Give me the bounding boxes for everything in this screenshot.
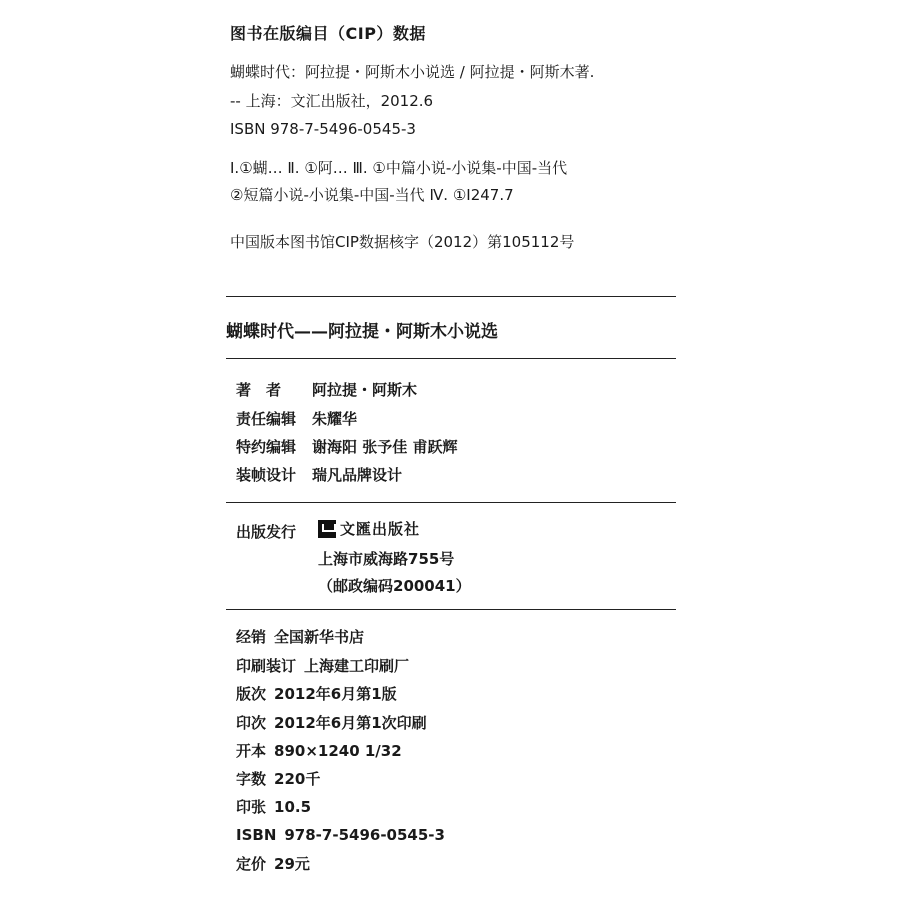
spec-row-format [236, 742, 402, 760]
cip-line-record-number: 中国版本图书馆CIP数据核字（2012）第105112号 [230, 233, 575, 251]
spec-row-distributor [236, 628, 364, 646]
spec-value: 全国新华书店 [274, 628, 365, 646]
spec-label: 开本 [236, 742, 267, 760]
cip-heading: 图书在版编目（CIP）数据 [230, 24, 426, 43]
spec-row-price [236, 855, 310, 873]
spec-label: 印次 [236, 714, 267, 732]
credit-row-design [236, 466, 402, 484]
section-divider [226, 502, 676, 503]
spec-label: 经销 [236, 628, 267, 646]
cip-line-classification-2: ②短篇小说-小说集-中国-当代 Ⅳ. ①I247.7 [230, 186, 514, 204]
credit-value: 瑞凡品牌设计 [312, 466, 403, 484]
spec-label: 定价 [236, 855, 267, 873]
section-divider [226, 296, 676, 297]
cip-line-title: 蝴蝶时代：阿拉提・阿斯木小说选 / 阿拉提・阿斯木著. [230, 63, 595, 81]
spec-label: 印刷装订 [236, 657, 297, 675]
spec-label: ISBN [236, 826, 277, 844]
publisher-logo-icon [318, 520, 336, 538]
spec-row-edition [236, 685, 397, 703]
spec-label: 印张 [236, 798, 267, 816]
publisher-postcode: （邮政编码200041） [318, 577, 471, 595]
credit-value: 阿拉提・阿斯木 [312, 381, 418, 399]
publisher-logo [318, 518, 420, 539]
credit-value: 谢海阳 张予佳 甫跃辉 [312, 438, 458, 456]
spec-value: 220千 [274, 770, 321, 788]
credit-label: 责任编辑 [236, 410, 297, 428]
spec-row-word-count [236, 770, 320, 788]
credit-row-editor [236, 410, 357, 428]
spec-value: 890×1240 1/32 [274, 742, 402, 760]
publisher-label: 出版发行 [236, 523, 297, 541]
spec-value: 上海建工印刷厂 [304, 657, 410, 675]
book-title: 蝴蝶时代——阿拉提・阿斯木小说选 [226, 322, 498, 342]
spec-label: 字数 [236, 770, 267, 788]
spec-value: 2012年6月第1版 [274, 685, 397, 703]
spec-row-sheets [236, 798, 311, 816]
credit-label: 装帧设计 [236, 466, 297, 484]
credit-row-author [236, 381, 417, 399]
spec-row-printing [236, 714, 427, 732]
cip-line-publisher: -- 上海：文汇出版社，2012.6 [230, 92, 434, 110]
spec-label: 版次 [236, 685, 267, 703]
publisher-address: 上海市威海路755号 [318, 550, 455, 568]
spec-value: 10.5 [274, 798, 312, 816]
cip-line-classification-1: Ⅰ.①蝴… Ⅱ. ①阿… Ⅲ. ①中篇小说-小说集-中国-当代 [230, 159, 568, 177]
spec-value: 29元 [274, 855, 310, 873]
spec-value: 2012年6月第1次印刷 [274, 714, 427, 732]
spec-value: 978-7-5496-0545-3 [284, 826, 445, 844]
section-divider [226, 609, 676, 610]
publisher-logo-text: 文匯出版社 [340, 520, 421, 538]
cip-line-isbn: ISBN 978-7-5496-0545-3 [230, 120, 416, 138]
credit-label: 特约编辑 [236, 438, 297, 456]
credit-label: 著 者 [236, 381, 282, 399]
credit-value: 朱耀华 [312, 410, 358, 428]
credit-row-special-editor [236, 438, 457, 456]
section-divider [226, 358, 676, 359]
spec-row-printer [236, 657, 409, 675]
spec-row-isbn [236, 826, 445, 844]
